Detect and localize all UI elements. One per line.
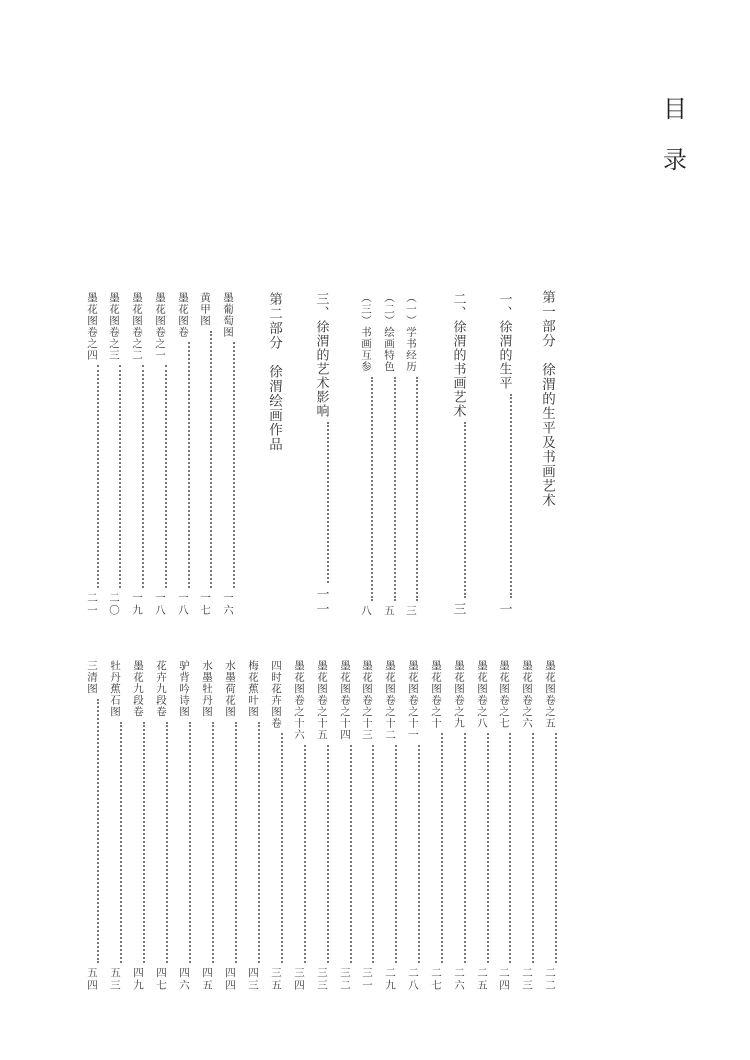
toc-subentry[interactable] <box>383 292 396 617</box>
dot-leader <box>365 377 374 601</box>
toc-page-number: 一七 <box>199 592 211 617</box>
toc-page-number: 四四 <box>224 967 236 992</box>
toc-page-number: 二七 <box>430 967 442 992</box>
toc-label: 墨花图卷之十六 <box>293 660 305 741</box>
toc-entry[interactable] <box>108 292 121 617</box>
toc-label: 墨花图卷 <box>177 292 189 338</box>
dot-leader <box>136 365 145 588</box>
toc-entry[interactable] <box>132 660 145 992</box>
toc-label: 墨花图卷之十五 <box>316 660 328 741</box>
toc-label: （二）绘画特色 <box>383 292 395 373</box>
toc-label: 第一部分 徐渭的生平及书画艺术 <box>539 290 555 508</box>
toc-page-number: 一八 <box>154 592 166 617</box>
toc-entry[interactable] <box>155 660 168 992</box>
toc-label: 墨花图卷之十四 <box>339 660 351 741</box>
toc-label: （三）书画互参 <box>360 292 372 373</box>
toc-entry[interactable] <box>453 660 466 992</box>
toc-page-number: 二二 <box>544 967 556 992</box>
toc-page-number: 二一 <box>86 592 98 617</box>
toc-entry[interactable] <box>178 660 191 992</box>
toc-page-number: 三一 <box>361 967 373 992</box>
toc-page-number: 一九 <box>131 592 143 617</box>
dot-leader <box>344 745 353 964</box>
toc-entry[interactable] <box>177 292 190 617</box>
toc-label: 墨花图卷之九 <box>453 660 465 729</box>
toc-page-number: 四五 <box>201 967 213 992</box>
toc-page-number: 四六 <box>178 967 190 992</box>
dot-leader <box>319 422 329 583</box>
dot-leader <box>503 733 512 963</box>
toc-entry[interactable] <box>476 660 489 992</box>
toc-page-number: 三 <box>450 602 466 617</box>
dot-leader <box>435 733 444 963</box>
toc-label: 墨葡萄图 <box>222 292 234 338</box>
toc-page-number: 五三 <box>109 967 121 992</box>
dot-leader <box>252 722 261 964</box>
toc-part-heading <box>265 292 283 472</box>
toc-label: （一）学书经历 <box>405 292 417 373</box>
dot-leader <box>227 342 236 588</box>
dot-leader <box>160 722 169 964</box>
toc-entry[interactable] <box>86 292 99 617</box>
dot-leader <box>229 722 238 964</box>
toc-label: 墨花九段卷 <box>132 660 144 718</box>
toc-page-number: 三二 <box>339 967 351 992</box>
toc-subentry[interactable] <box>360 292 373 617</box>
toc-page-number: 一 <box>496 602 512 617</box>
dot-leader <box>502 394 512 598</box>
toc-entry[interactable] <box>339 660 352 992</box>
toc-entry[interactable] <box>313 292 329 617</box>
toc-page-number: 三 <box>405 604 417 617</box>
toc-label: 墨花图卷之六 <box>521 660 533 729</box>
toc-entry[interactable] <box>86 660 99 992</box>
toc-label: 水墨荷花图 <box>224 660 236 718</box>
dot-leader <box>91 365 100 588</box>
toc-label: 墨花图卷之十 <box>430 660 442 729</box>
toc-page-number: 五四 <box>86 967 98 992</box>
toc-entry[interactable] <box>201 660 214 992</box>
dot-leader <box>456 422 466 598</box>
toc-label: 黄甲图 <box>199 292 211 327</box>
toc-label: 墨花图卷之十三 <box>361 660 373 741</box>
title-char-2: 录 <box>663 146 687 174</box>
dot-leader <box>366 745 375 964</box>
dot-leader <box>206 722 215 964</box>
dot-leader <box>526 733 535 963</box>
toc-page-number: 三五 <box>270 967 282 992</box>
dot-leader <box>91 699 100 964</box>
toc-label: 三清图 <box>86 660 98 695</box>
toc-entry[interactable] <box>361 660 374 992</box>
toc-page-number: 二八 <box>407 967 419 992</box>
toc-entry[interactable] <box>521 660 534 992</box>
toc-page-number: 四三 <box>247 967 259 992</box>
title-char-1: 目 <box>663 95 687 123</box>
toc-page-number: 二〇 <box>108 592 120 617</box>
toc-entry[interactable] <box>199 292 212 617</box>
dot-leader <box>298 745 307 964</box>
dot-leader <box>275 733 284 963</box>
toc-label: 驴背吟诗图 <box>178 660 190 718</box>
toc-label: 墨花图卷之十二 <box>384 660 396 741</box>
dot-leader <box>204 331 213 589</box>
toc-entry[interactable] <box>131 292 144 617</box>
toc-entry[interactable] <box>498 660 511 992</box>
toc-page-number: 二九 <box>384 967 396 992</box>
dot-leader <box>321 745 330 964</box>
toc-page-number: 一八 <box>177 592 189 617</box>
dot-leader <box>159 365 168 588</box>
toc-entry[interactable] <box>224 660 237 992</box>
toc-label: 墨花图卷之三 <box>108 292 120 361</box>
dot-leader <box>410 377 419 601</box>
toc-part-heading <box>538 290 556 536</box>
dot-leader <box>388 377 397 601</box>
toc-entry[interactable] <box>384 660 397 992</box>
dot-leader <box>389 745 398 964</box>
toc-entry[interactable] <box>222 292 235 617</box>
toc-label: 墨花图卷之七 <box>498 660 510 729</box>
toc-label: 三、徐渭的艺术影响 <box>313 292 329 418</box>
toc-entry[interactable] <box>496 292 512 617</box>
toc-page-number: 一一 <box>313 587 329 617</box>
dot-leader <box>481 733 490 963</box>
dot-leader <box>458 733 467 963</box>
toc-label: 墨花图卷之十一 <box>407 660 419 741</box>
toc-page-number: 三四 <box>293 967 305 992</box>
toc-entry[interactable] <box>109 660 122 992</box>
toc-subentry[interactable] <box>405 292 418 617</box>
toc-entry[interactable] <box>154 292 167 617</box>
toc-label: 牡丹蕉石图 <box>109 660 121 718</box>
toc-page-number: 一六 <box>222 592 234 617</box>
toc-label: 墨花图卷之八 <box>476 660 488 729</box>
toc-page-number: 二四 <box>498 967 510 992</box>
toc-label: 第二部分 徐渭绘画作品 <box>266 292 282 452</box>
toc-page-number: 八 <box>360 604 372 617</box>
toc-entry[interactable] <box>270 660 283 992</box>
toc-page-number: 三三 <box>316 967 328 992</box>
toc-entry[interactable] <box>407 660 420 992</box>
toc-entry[interactable] <box>450 292 466 617</box>
toc-label: 水墨牡丹图 <box>201 660 213 718</box>
toc-label: 梅花蕉叶图 <box>247 660 259 718</box>
toc-page-number: 二三 <box>521 967 533 992</box>
dot-leader <box>412 745 421 964</box>
toc-label: 墨花图卷之五 <box>544 660 556 729</box>
toc-page-number: 二六 <box>453 967 465 992</box>
dot-leader <box>137 722 146 964</box>
dot-leader <box>182 342 191 588</box>
toc-label: 墨花图卷之一 <box>154 292 166 361</box>
dot-leader <box>113 365 122 588</box>
dot-leader <box>183 722 192 964</box>
toc-entry[interactable] <box>293 660 306 992</box>
toc-page-number: 四九 <box>132 967 144 992</box>
toc-entry[interactable] <box>247 660 260 992</box>
toc-entry[interactable] <box>544 660 557 992</box>
toc-label: 二、徐渭的书画艺术 <box>450 292 466 418</box>
toc-page-number: 二五 <box>476 967 488 992</box>
dot-leader <box>549 733 558 963</box>
toc-label: 四时花卉图卷 <box>270 660 282 729</box>
dot-leader <box>114 722 123 964</box>
toc-label: 墨花图卷之二 <box>131 292 143 361</box>
toc-label: 一、徐渭的生平 <box>496 292 512 390</box>
toc-entry[interactable] <box>316 660 329 992</box>
toc-label: 墨花图卷之四 <box>86 292 98 361</box>
toc-label: 花卉九段卷 <box>155 660 167 718</box>
toc-page-number: 四七 <box>155 967 167 992</box>
toc-page-number: 五 <box>383 604 395 617</box>
toc-entry[interactable] <box>430 660 443 992</box>
